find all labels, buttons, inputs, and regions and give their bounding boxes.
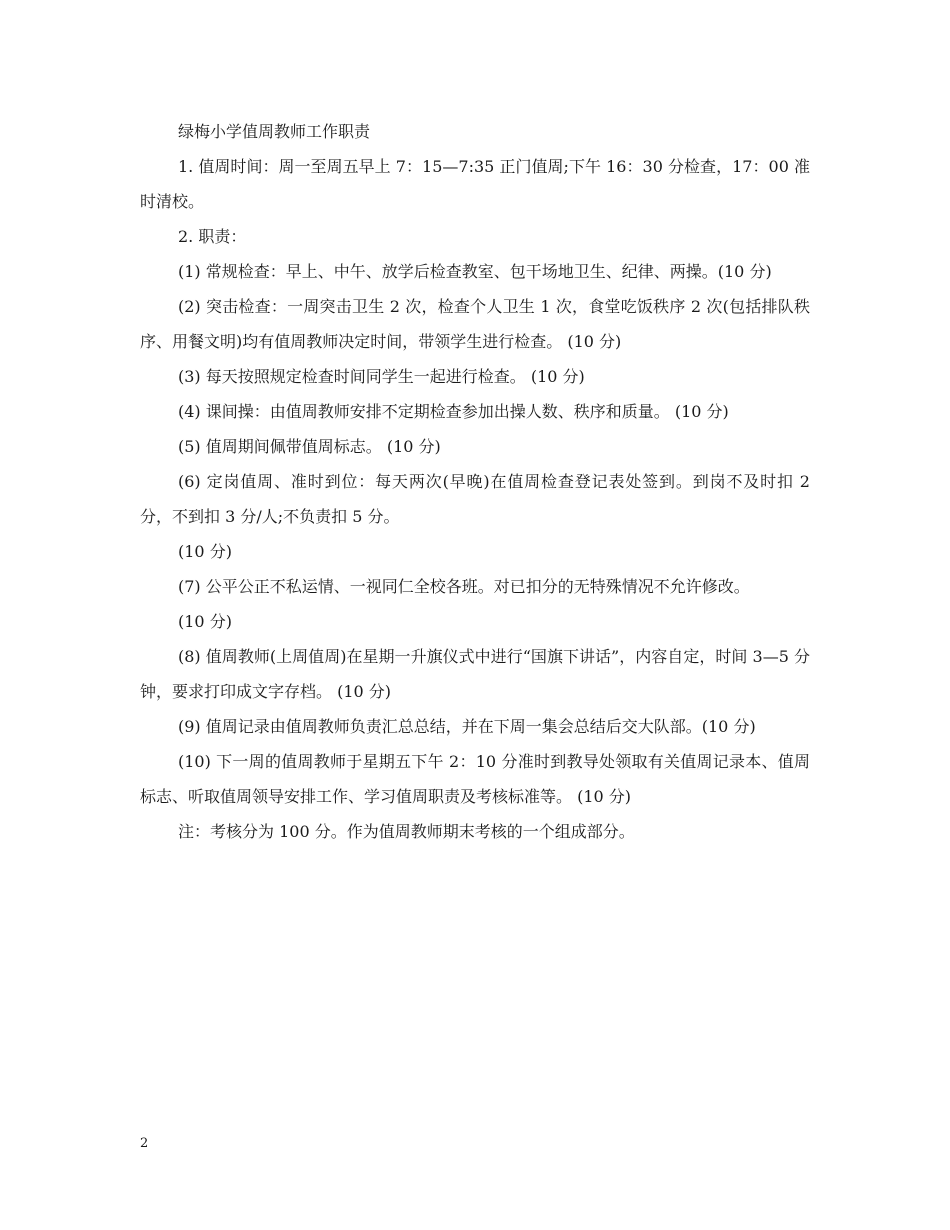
paragraph-duties-heading: 2. 职责：	[178, 227, 247, 246]
paragraph-item-1: (1) 常规检查：早上、中午、放学后检查教室、包干场地卫生、纪律、两操。(10 分)	[178, 262, 772, 281]
document-title: 绿梅小学值周教师工作职责	[178, 122, 371, 141]
paragraph-duty-time: 1. 值周时间：周一至周五早上 7：15—7:35 正门值周;下午 16：30 分检查，17：00 准时清校。	[140, 157, 810, 211]
document-body	[140, 114, 816, 849]
paragraph-item-9: (9) 值周记录由值周教师负责汇总总结，并在下周一集会总结后交大队部。(10 分)	[178, 717, 756, 736]
page-number: 2	[140, 1136, 149, 1151]
paragraph-item-6-score: (10 分)	[178, 542, 232, 561]
paragraph-item-10: (10) 下一周的值周教师于星期五下午 2：10 分准时到教导处领取有关值周记录本、值周标志、听取值周领导安排工作、学习值周职责及考核标准等。 (10 分)	[140, 752, 810, 806]
paragraph-item-5: (5) 值周期间佩带值周标志。 (10 分)	[178, 437, 441, 456]
paragraph-note: 注：考核分为 100 分。作为值周教师期末考核的一个组成部分。	[178, 822, 635, 841]
paragraph-item-8: (8) 值周教师(上周值周)在星期一升旗仪式中进行“国旗下讲话”，内容自定，时间 3—5 分钟，要求打印成文字存档。 (10 分)	[140, 647, 810, 701]
paragraph-item-6: (6) 定岗值周、准时到位：每天两次(早晚)在值周检查登记表处签到。到岗不及时扣 2 分，不到扣 3 分/人;不负责扣 5 分。	[140, 472, 816, 526]
paragraph-item-4: (4) 课间操：由值周教师安排不定期检查参加出操人数、秩序和质量。 (10 分)	[178, 402, 729, 421]
paragraph-item-7-score: (10 分)	[178, 612, 232, 631]
paragraph-item-7: (7) 公平公正不私运情、一视同仁全校各班。对已扣分的无特殊情况不允许修改。	[178, 577, 750, 596]
paragraph-item-3: (3) 每天按照规定检查时间同学生一起进行检查。 (10 分)	[178, 367, 585, 386]
paragraph-item-2: (2) 突击检查：一周突击卫生 2 次，检查个人卫生 1 次，食堂吃饭秩序 2 次(包括排队秩序、用餐文明)均有值周教师决定时间，带领学生进行检查。 (10 分)	[140, 297, 810, 351]
